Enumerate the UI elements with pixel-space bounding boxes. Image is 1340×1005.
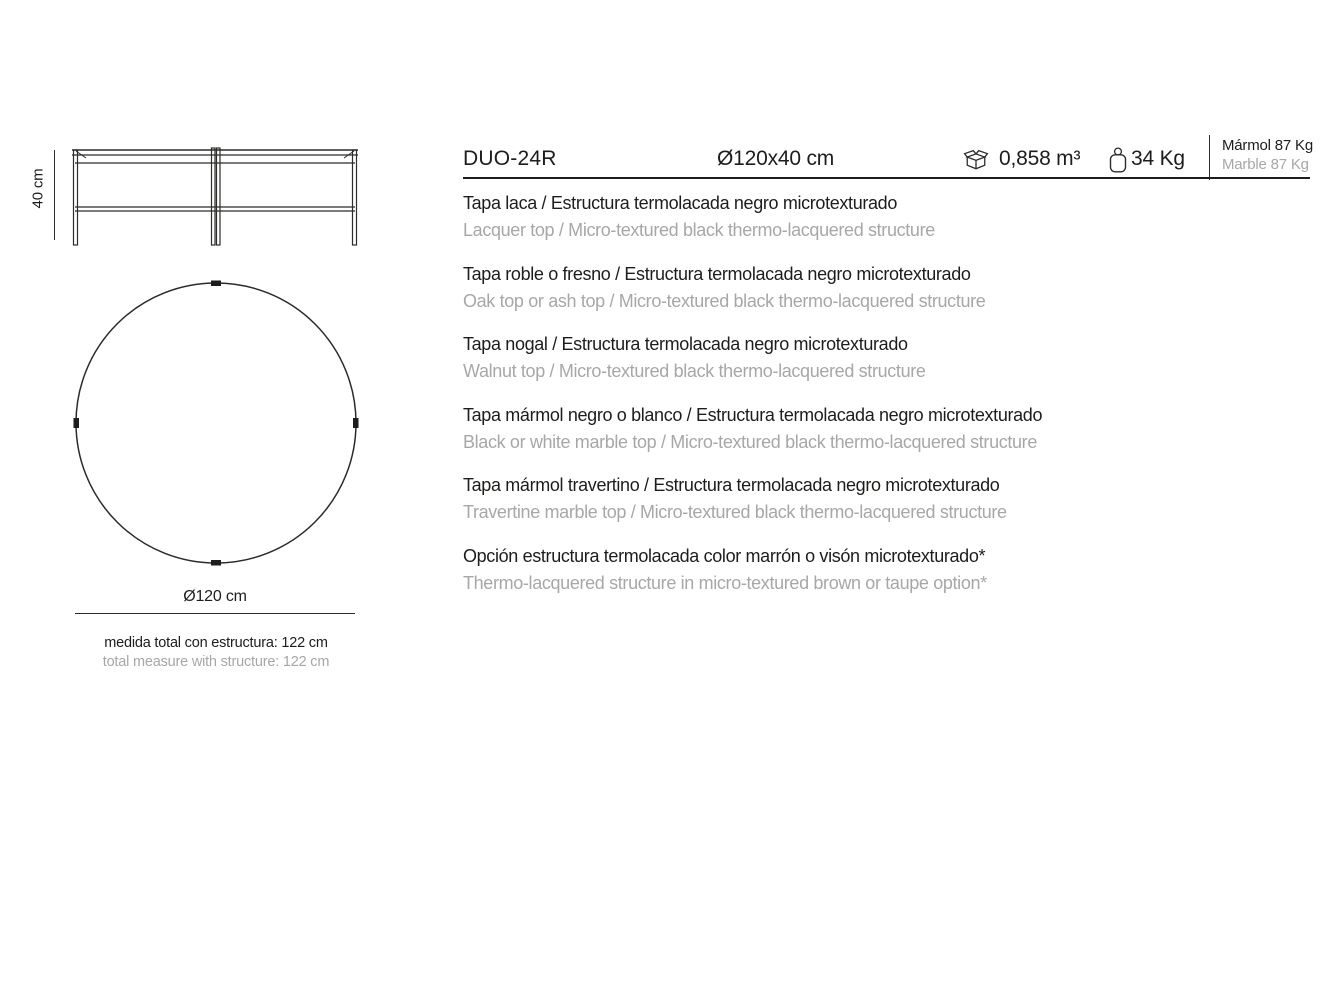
finish-text-en: Lacquer top / Micro-textured black thermo-lacquered structure [463, 220, 935, 240]
finish-text-es: Opción estructura termolacada color marrón o visón microtexturado* [463, 545, 986, 566]
product-size: Ø120x40 cm [717, 147, 835, 170]
leg-mark-bottom [211, 560, 221, 566]
marble-weight-en: Marble 87 Kg [1222, 156, 1309, 173]
leg-mark-left [74, 418, 80, 428]
finish-item-marble-black-white [463, 402, 1323, 456]
leg-mark-top [211, 281, 221, 287]
finish-text-es: Tapa roble o fresno / Estructura termolacada negro microtexturado [463, 263, 971, 284]
finish-text-en: Thermo-lacquered structure in micro-textured brown or taupe option* [463, 572, 987, 593]
total-measure-text-en: total measure with structure: 122 cm [102, 654, 330, 670]
finish-text-en: Black or white marble top / Micro-textured black thermo-lacquered structure [463, 431, 1037, 452]
product-weight: 34 Kg [1131, 147, 1185, 170]
total-measure-text-es: medida total con estructura: 122 cm [104, 635, 328, 651]
diameter-dimension-line [75, 613, 355, 614]
leg-mark-right [353, 418, 359, 428]
header-rule [463, 177, 1310, 179]
finish-item-marble-travertine [463, 472, 1323, 526]
finish-item-structure-option [463, 543, 1323, 597]
height-dimension-line [54, 150, 55, 240]
finish-text-es: Tapa laca / Estructura termolacada negro microtexturado [463, 193, 897, 213]
finish-item-lacquer [463, 190, 1323, 244]
diameter-dimension-label: Ø120 cm [183, 588, 247, 605]
finish-text-es: Tapa nogal / Estructura termolacada negro microtexturado [463, 334, 908, 354]
finish-item-walnut [463, 331, 1323, 385]
product-model: DUO-24R [463, 147, 557, 170]
table-top-view-drawing [72, 279, 360, 567]
marble-weight-es: Mármol 87 Kg [1222, 137, 1313, 154]
finish-text-es: Tapa mármol negro o blanco / Estructura termolacada negro microtexturado [463, 404, 1043, 425]
table-side-view-drawing [70, 143, 360, 247]
finish-text-en: Walnut top / Micro-textured black thermo-lacquered structure [463, 361, 926, 381]
weight-icon [1106, 145, 1130, 175]
packing-box-icon [962, 146, 990, 174]
height-dimension-label: 40 cm [29, 168, 47, 209]
product-volume: 0,858 m³ [999, 147, 1081, 170]
finish-text-en: Travertine marble top / Micro-textured black thermo-lacquered structure [463, 502, 1007, 522]
finish-item-oak-ash [463, 261, 1323, 315]
finishes-list [463, 190, 1323, 613]
finish-text-en: Oak top or ash top / Micro-textured black thermo-lacquered structure [463, 290, 986, 311]
header-divider [1209, 135, 1210, 180]
finish-text-es: Tapa mármol travertino / Estructura termolacada negro microtexturado [463, 475, 1000, 495]
